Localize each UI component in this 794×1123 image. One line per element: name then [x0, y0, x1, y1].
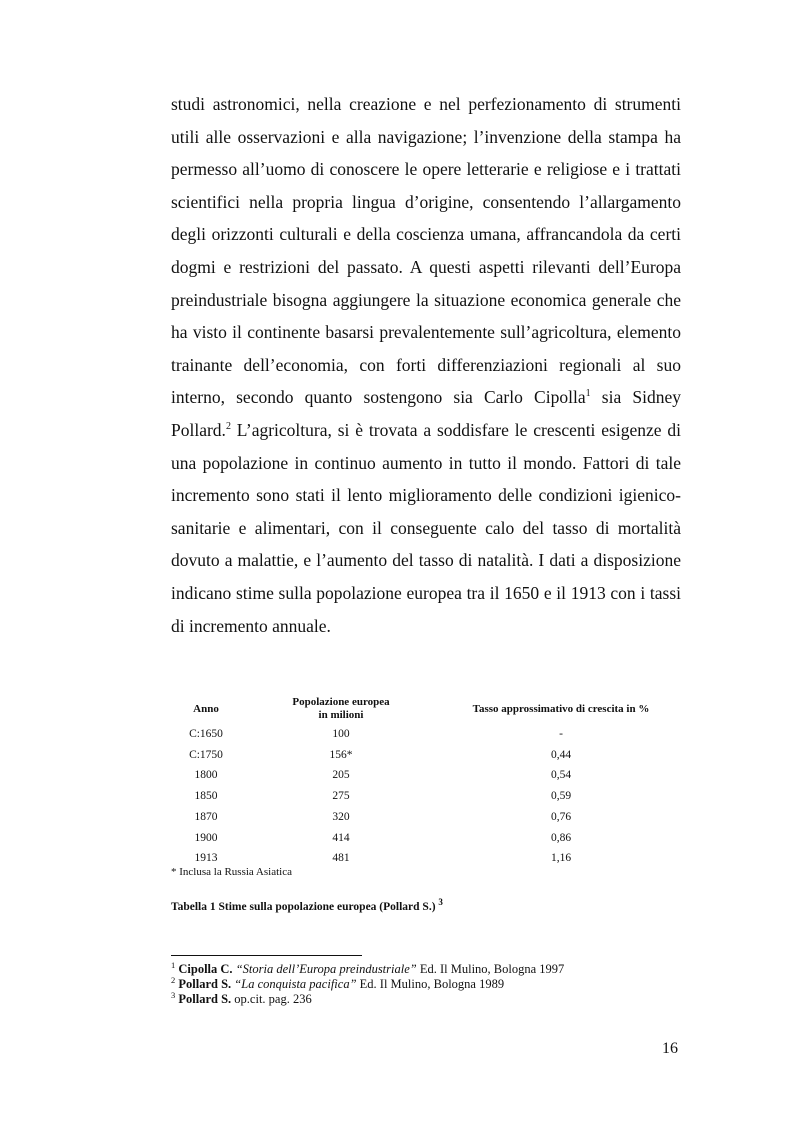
population-table: [171, 694, 681, 869]
footnote-ref-2: 2: [225, 421, 231, 433]
cell-tasso: 0,76: [550, 810, 572, 823]
cell-anno: 1870: [194, 810, 218, 823]
cell-tasso: 0,44: [550, 748, 572, 761]
table-caption-text: Tabella 1 Stime sulla popolazione europea (Pollard S.): [171, 901, 439, 913]
cell-tasso: 0,54: [550, 769, 572, 782]
footnote-marker: 3: [171, 989, 176, 1000]
footnote-title: “Storia dell’Europa preindustriale”: [235, 962, 417, 976]
footnote-divider: [171, 955, 362, 956]
body-paragraph: [171, 88, 681, 642]
cell-popolazione: 481: [332, 852, 350, 865]
footnote-rest: Ed. Il Mulino, Bologna 1997: [416, 962, 565, 976]
cell-tasso: 0,86: [550, 831, 572, 844]
footnote-item: [171, 959, 565, 977]
cell-tasso: 1,16: [550, 852, 572, 865]
table-caption: [171, 897, 443, 913]
footnote-ref-1: 1: [585, 388, 591, 400]
cell-popolazione: 414: [332, 831, 350, 844]
table-row: [171, 786, 681, 807]
footnote-marker: 1: [171, 959, 176, 970]
header-anno: Anno: [193, 702, 219, 715]
footnote-author: Pollard S.: [178, 991, 232, 1006]
table-row: [171, 828, 681, 849]
footnote-rest: Ed. Il Mulino, Bologna 1989: [356, 976, 505, 991]
cell-anno: C:1650: [189, 728, 223, 740]
cell-anno: C:1750: [189, 748, 223, 761]
header-popolazione-line2: in milioni: [318, 709, 364, 721]
table-row: [171, 765, 681, 786]
table-row: [171, 724, 681, 745]
footnote-item: [171, 974, 564, 992]
cell-anno: 1850: [194, 790, 218, 803]
cell-popolazione: 275: [332, 790, 350, 803]
header-popolazione: [241, 694, 441, 724]
footnote-marker: 2: [171, 974, 176, 985]
footnote-rest: op.cit. pag. 236: [231, 991, 312, 1006]
header-tasso: Tasso approssimativo di crescita in %: [472, 702, 650, 715]
table-header-row: [171, 694, 681, 724]
cell-popolazione: 100: [332, 728, 350, 740]
body-text-part2: sia Sidney Pollard.: [171, 387, 682, 440]
footnote-ref-3: 3: [438, 897, 443, 908]
cell-anno: 1800: [194, 769, 218, 782]
body-text-part1: studi astronomici, nella creazione e nel perfezionamento di strumenti utili alle osservazioni e alla navigazione; l’invenzione della stampa ha permesso all’uomo di conoscere le opere letterarie e religiose e i trattati scientifici nella propria lingua d’origine, consentendo l’allargamento degli orizzonti culturali e della coscienza umana, affrancandola da certi dogmi e restrizioni del passato. A questi aspetti rilevanti dell’Europa preindustriale bisogna aggiungere la situazione economica generale che ha visto il continente basarsi prevalentemente sull’agricoltura, elemento trainante dell’economia, con forti differenziazioni regionali al suo interno, secondo quanto sostengono sia Carlo Cipolla: [171, 94, 681, 408]
footnote-author: Pollard S.: [178, 976, 232, 991]
table-note: * Inclusa la Russia Asiatica: [171, 866, 292, 878]
cell-anno: 1900: [194, 831, 218, 844]
page-number: 16: [662, 1040, 678, 1057]
cell-tasso: -: [559, 728, 563, 740]
cell-tasso: 0,59: [550, 790, 572, 803]
footnote-item: [171, 989, 564, 1007]
cell-popolazione: 156*: [329, 748, 353, 761]
table-row: [171, 745, 681, 766]
footnote-title: “La conquista pacifica”: [234, 976, 357, 991]
footnotes: [171, 959, 565, 1006]
cell-popolazione: 205: [332, 769, 350, 782]
table-row: [171, 807, 681, 828]
footnote-author: Cipolla C.: [178, 962, 233, 976]
cell-popolazione: 320: [332, 810, 350, 823]
body-text-part3: L’agricoltura, si è trovata a soddisfare le crescenti esigenze di una popolazione in continuo aumento in tutto il mondo. Fattori di tale incremento sono stati il lento miglioramento delle condizioni igienico-sanitarie e alimentari, con il conseguente calo del tasso di mortalità dovuto a malattie, e l’aumento del tasso di natalità. I dati a disposizione indicano stime sulla popolazione europea tra il 1650 e il 1913 con i tassi di incremento annuale.: [171, 419, 681, 636]
cell-anno: 1913: [194, 852, 218, 865]
header-popolazione-line1: Popolazione europea: [292, 696, 390, 708]
